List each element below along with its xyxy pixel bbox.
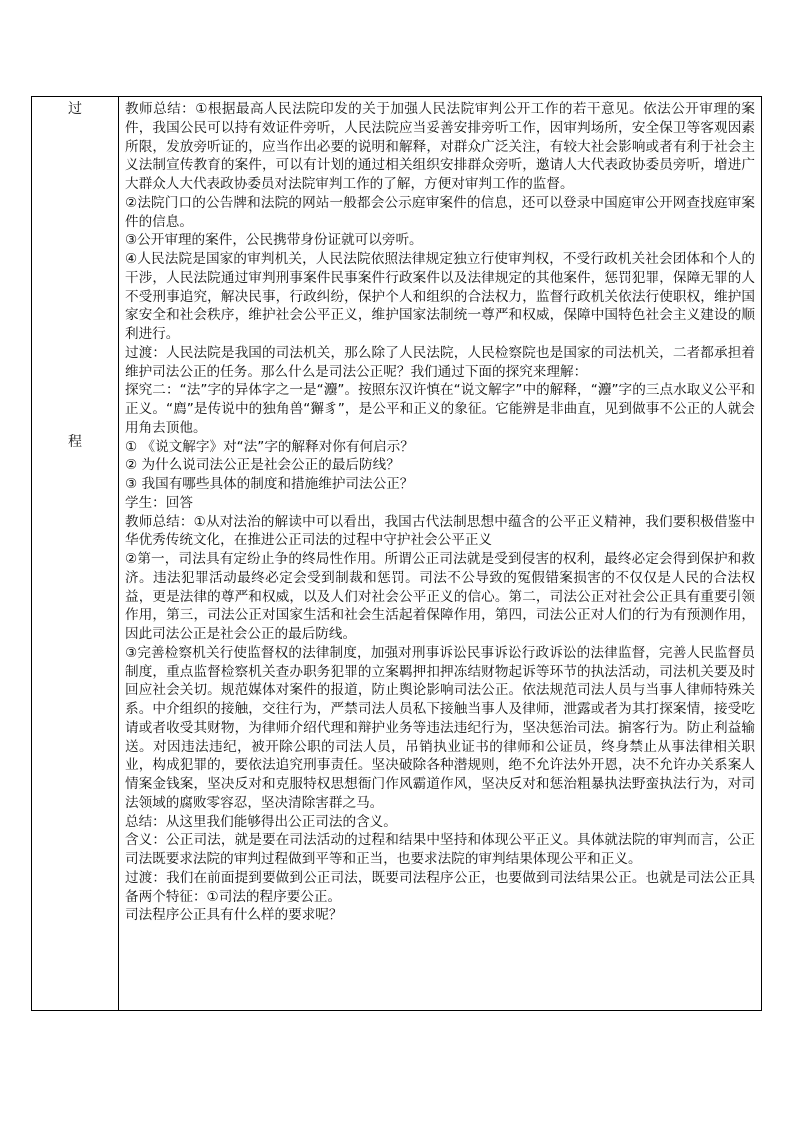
question-1: ① 《说文解字》对“法”字的解释对你有何启示？ [125, 438, 414, 455]
table-row [32, 97, 762, 1011]
paragraph-summary-1: 教师总结：①根据最高人民法院印发的关于加强人民法院审判公开工作的若干意见。依法公开审理的案件，我国公民可以持有效证件旁听，人民法院应当妥善安排旁听工作，因审判场所，安全保卫等客观因素所限，发放旁听证的，应当作出必要的说明和解释，对群众广泛关注，有较大社会影响或者有利于社会主义法制宣传教育的案件，可以有计划的通过相关组织安排群众旁听，邀请人大代表政协委员旁听，增进广大群众人大代表政协委员对法院审判工作的了解，方便对审判工作的监督。 [125, 101, 755, 192]
content-cell [119, 97, 762, 1011]
lesson-table [31, 96, 762, 1011]
paragraph-definition: 含义：公正司法，就是要在司法活动的过程和结果中坚持和体现公平正义。具体就法院的审判而言，公正司法既要求法院的审判过程做到平等和正当，也要求法院的审判结果体现公平和正义。 [125, 832, 755, 867]
paragraph-summary-3: ③公开审理的案件，公民携带身份证就可以旁听。 [125, 232, 423, 249]
stage-label-top-char: 过 [68, 101, 82, 117]
paragraph-teacher-summary-2: 教师总结：①从对法治的解读中可以看出，我国古代法制思想中蕴含的公平正义精神，我们要积极借鉴中华优秀传统文化，在推进公正司法的过程中守护社会公平正义 [125, 513, 755, 549]
paragraph-answer-2: ②第一，司法具有定纷止争的终局性作用。所谓公正司法就是受到侵害的权利，最终必定会得到保护和救济。违法犯罪活动最终必定会受到制裁和惩罚。司法不公导致的冤假错案损害的不仅仅是人民的合法权益，更是法律的尊严和权威，以及人们对社会公平正义的信心。第二，司法公正对社会公正具有重要引领作用，第三，司法公正对国家生活和社会生活起着保障作用，第四，司法公正对人们的行为有预测作用，因此司法公正是社会公正的最后防线。 [125, 551, 755, 642]
paragraph-transition-2: 过渡：我们在前面提到要做到公正司法，既要司法程序公正，也要做到司法结果公正。也就是司法公正具备两个特征：①司法的程序要公正。 [125, 869, 755, 905]
paragraph-summary-4: ④人民法院是国家的审判机关，人民法院依照法律规定独立行使审判权，不受行政机关社会团体和个人的干涉，人民法院通过审判刑事案件民事案件行政案件以及法律规定的其他案件，惩罚犯罪，保障无罪的人不受刑事追究，解决民事，行政纠纷，保护个人和组织的合法权力，监督行政机关依法行使职权，维护国家安全和社会秩序，维护社会公平正义，维护国家法制统一尊严和权威，保障中国特色社会主义建设的顺利进行。 [125, 251, 755, 342]
stage-label-bottom-char: 程 [68, 434, 82, 450]
paragraph-inquiry-2: 探究二：“法”字的异体字之一是“灋”。按照东汉许慎在“说文解字”中的解释，“灋”字的三点水取义公平和正义。“廌”是传说中的独角兽“獬豸”，是公平和正义的象征。它能辨是非曲直，见到做事不公正的人就会用角去顶他。 [125, 382, 755, 436]
paragraph-summary-2: ②法院门口的公告牌和法院的网站一般都会公示庭审案件的信息，还可以登录中国庭审公开网查找庭审案件的信息。 [125, 194, 755, 230]
paragraph-transition-1: 过渡：人民法院是我国的司法机关，那么除了人民法院，人民检察院也是国家的司法机关，二者都承担着维护司法公正的任务。那么什么是司法公正呢？我们通过下面的探究来理解： [125, 344, 755, 380]
paragraph-student: 学生：回答 [125, 494, 193, 511]
question-3: ③ 我国有哪些具体的制度和措施维护司法公正？ [125, 476, 414, 492]
paragraph-final-question: 司法程序公正具有什么样的要求呢？ [125, 907, 343, 924]
paragraph-answer-3: ③完善检察机关行使监督权的法律制度，加强对刑事诉讼民事诉讼行政诉讼的法律监督，完善人民监督员制度，重点监督检察机关查办职务犯罪的立案羁押扣押冻结财物起诉等环节的执法活动，司法机关要及时回应社会关切。规范媒体对案件的报道，防止舆论影响司法公正。依法规范司法人员与当事人律师特殊关系。中介组织的接触，交往行为，严禁司法人员私下接触当事人及律师，泄露或者为其打探案情，接受吃请或者收受其财物，为律师介绍代理和辩护业务等违法违纪行为，坚决惩治司法。掮客行为。防止利益输送。对因违法违纪，被开除公职的司法人员，吊销执业证书的律师和公证员，终身禁止从事法律相关职业，构成犯罪的，要依法追究刑事责任。坚决破除各种潜规则，绝不允许法外开恩，决不允许办关系案人情案金钱案，坚决反对和克服特权思想衙门作风霸道作风，坚决反对和惩治粗暴执法野蛮执法行为，对司法领域的腐败零容忍，坚决清除害群之马。 [125, 644, 755, 811]
question-2: ② 为什么说司法公正是社会公正的最后防线？ [125, 457, 400, 474]
stage-label-cell [32, 97, 119, 1011]
paragraph-conclusion: 总结：从这里我们能够得出公正司法的含义。 [125, 813, 397, 830]
